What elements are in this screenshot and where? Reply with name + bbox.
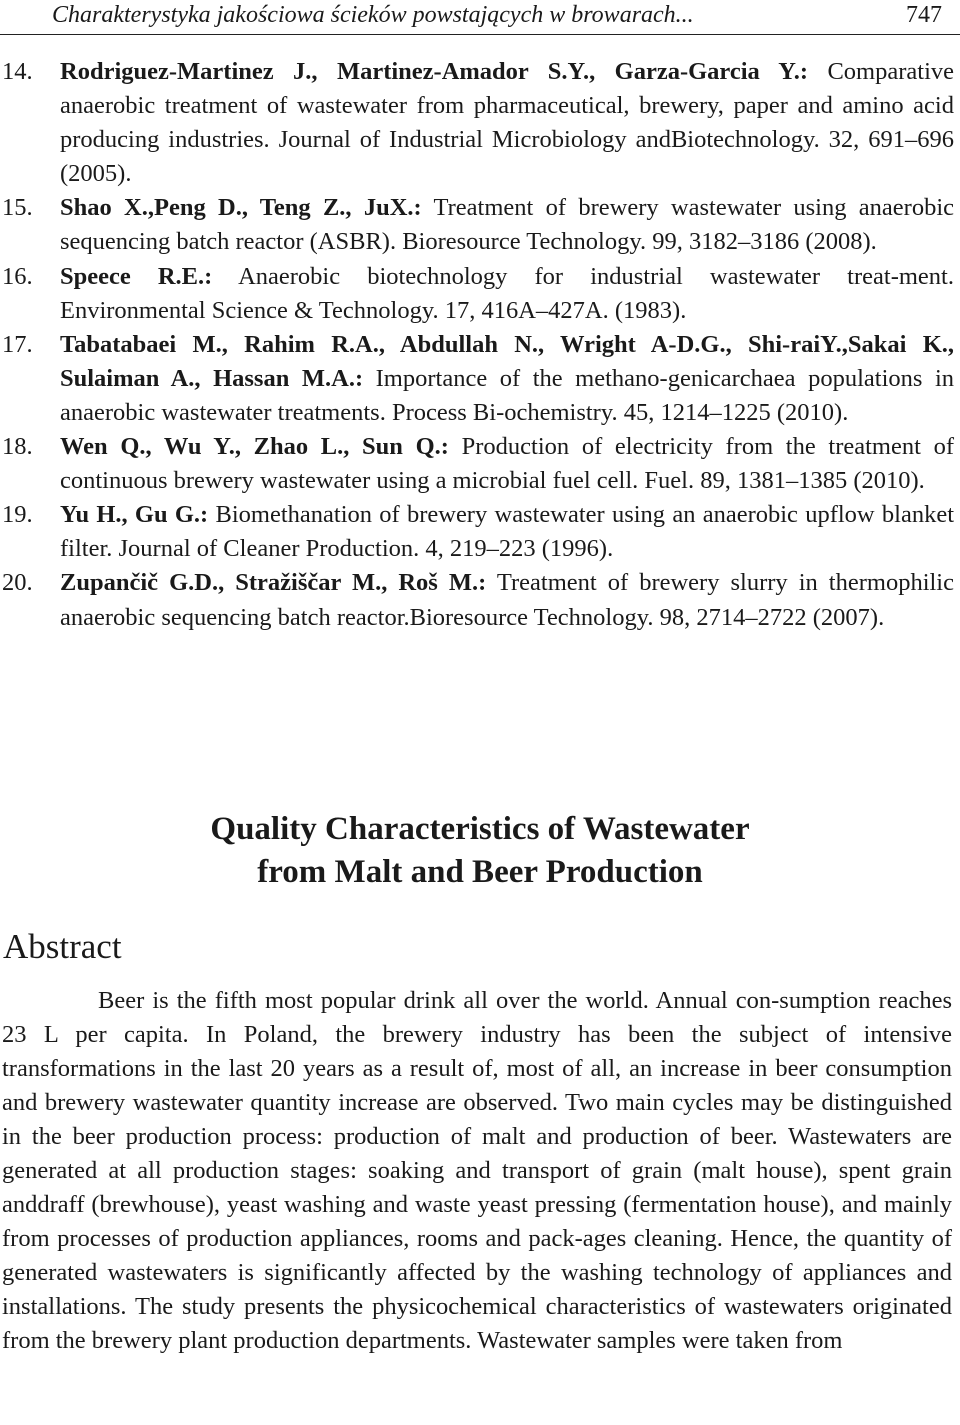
page-number: 747 [906, 2, 942, 28]
reference-number: 18. [2, 433, 33, 461]
reference-authors: Rodriguez-Martinez J., Martinez-Amador S.Y., Garza-Garcia Y.: [60, 58, 809, 85]
reference-item [0, 430, 960, 498]
reference-item [0, 260, 960, 328]
reference-details: Anaerobic biotechnology for industrial wastewater treat-ment. Environmental Science & Technology. 17, 416A–427A. (1983). [60, 262, 954, 324]
reference-authors: Tabatabaei M., Rahim R.A., Abdullah N., Wright A-D.G., Shi-raiY.,Sakai K., Sulaiman A., Hassan M.A.: [60, 330, 954, 392]
article-title-line-2: from Malt and Beer Production [257, 854, 703, 890]
reference-number: 16. [2, 262, 33, 290]
reference-details: Importance of the methano-genicarchaea populations in anaerobic wastewater treatments. Process Bi-ochemistry. 45, 1214–1225 (2010). [60, 364, 955, 426]
reference-details: Treatment of brewery wastewater using anaerobic sequencing batch reactor (ASBR). Bioresource Technology. 99, 3182–3186 (2008). [60, 194, 954, 256]
reference-authors: Shao X.,Peng D., Teng Z., JuX.: [60, 194, 422, 222]
reference-item [0, 566, 960, 634]
page-header [0, 0, 960, 35]
abstract-heading: Abstract [3, 927, 122, 966]
reference-list [0, 55, 960, 635]
reference-item [0, 55, 960, 191]
reference-details: Production of electricity from the treatment of continuous brewery wastewater using a microbial fuel cell. Fuel. 89, 1381–1385 (2010). [60, 433, 954, 495]
reference-number: 20. [2, 569, 33, 597]
reference-number: 14. [2, 58, 33, 85]
reference-number: 15. [2, 194, 33, 222]
abstract-text: Beer is the fifth most popular drink all over the world. Annual con-sumption reaches 23 L per capita. In Poland, the brewery industry has been the subject of intensive transformations in the last 20 years as a result of, most of all, an increase in beer consumption and brewery wastewater quantity increase are observed. Two main cycles may be distinguished in the beer production process: production of malt and production of beer. Wastewaters are generated at all production stages: soaking and transport of grain (malt house), spent grain anddraff (brewhouse), yeast washing and waste yeast pressing (fermentation house), and mainly from processes of production appliances, rooms and pack-ages cleaning. Hence, the quantity of generated wastewaters is significantly affected by the washing technology of appliances and installations. The study presents the physicochemical characteristics of wastewaters originated from the brewery plant production departments. Wastewater samples were taken from [2, 987, 952, 1354]
reference-item [0, 191, 960, 259]
reference-item [0, 498, 960, 566]
article-title-line-1: Quality Characteristics of Wastewater [210, 811, 750, 847]
reference-authors: Zupančič G.D., Stražiščar M., Roš M.: [60, 569, 487, 597]
running-title: Charakterystyka jakościowa ścieków powstających w browarach... [52, 2, 694, 28]
article-title [0, 808, 960, 894]
reference-number: 17. [2, 330, 33, 358]
reference-authors: Speece R.E.: [60, 262, 213, 290]
reference-details: Biomethanation of brewery wastewater using an anaerobic upflow blanket filter. Journal of Cleaner Production. 4, 219–223 (1996). [60, 501, 955, 563]
reference-details: Comparative anaerobic treatment of wastewater from pharmaceutical, brewery, paper and amino acid producing industries. Journal of Industrial Microbiology andBiotechnology. 32, 691–696 (2005). [60, 58, 954, 188]
reference-item [0, 328, 960, 430]
reference-number: 19. [2, 501, 33, 529]
reference-details: Treatment of brewery slurry in thermophilic anaerobic sequencing batch reactor.Bioresource Technology. 98, 2714–2722 (2007). [60, 569, 954, 631]
reference-authors: Yu H., Gu G.: [60, 501, 209, 529]
reference-authors: Wen Q., Wu Y., Zhao L., Sun Q.: [60, 433, 449, 461]
